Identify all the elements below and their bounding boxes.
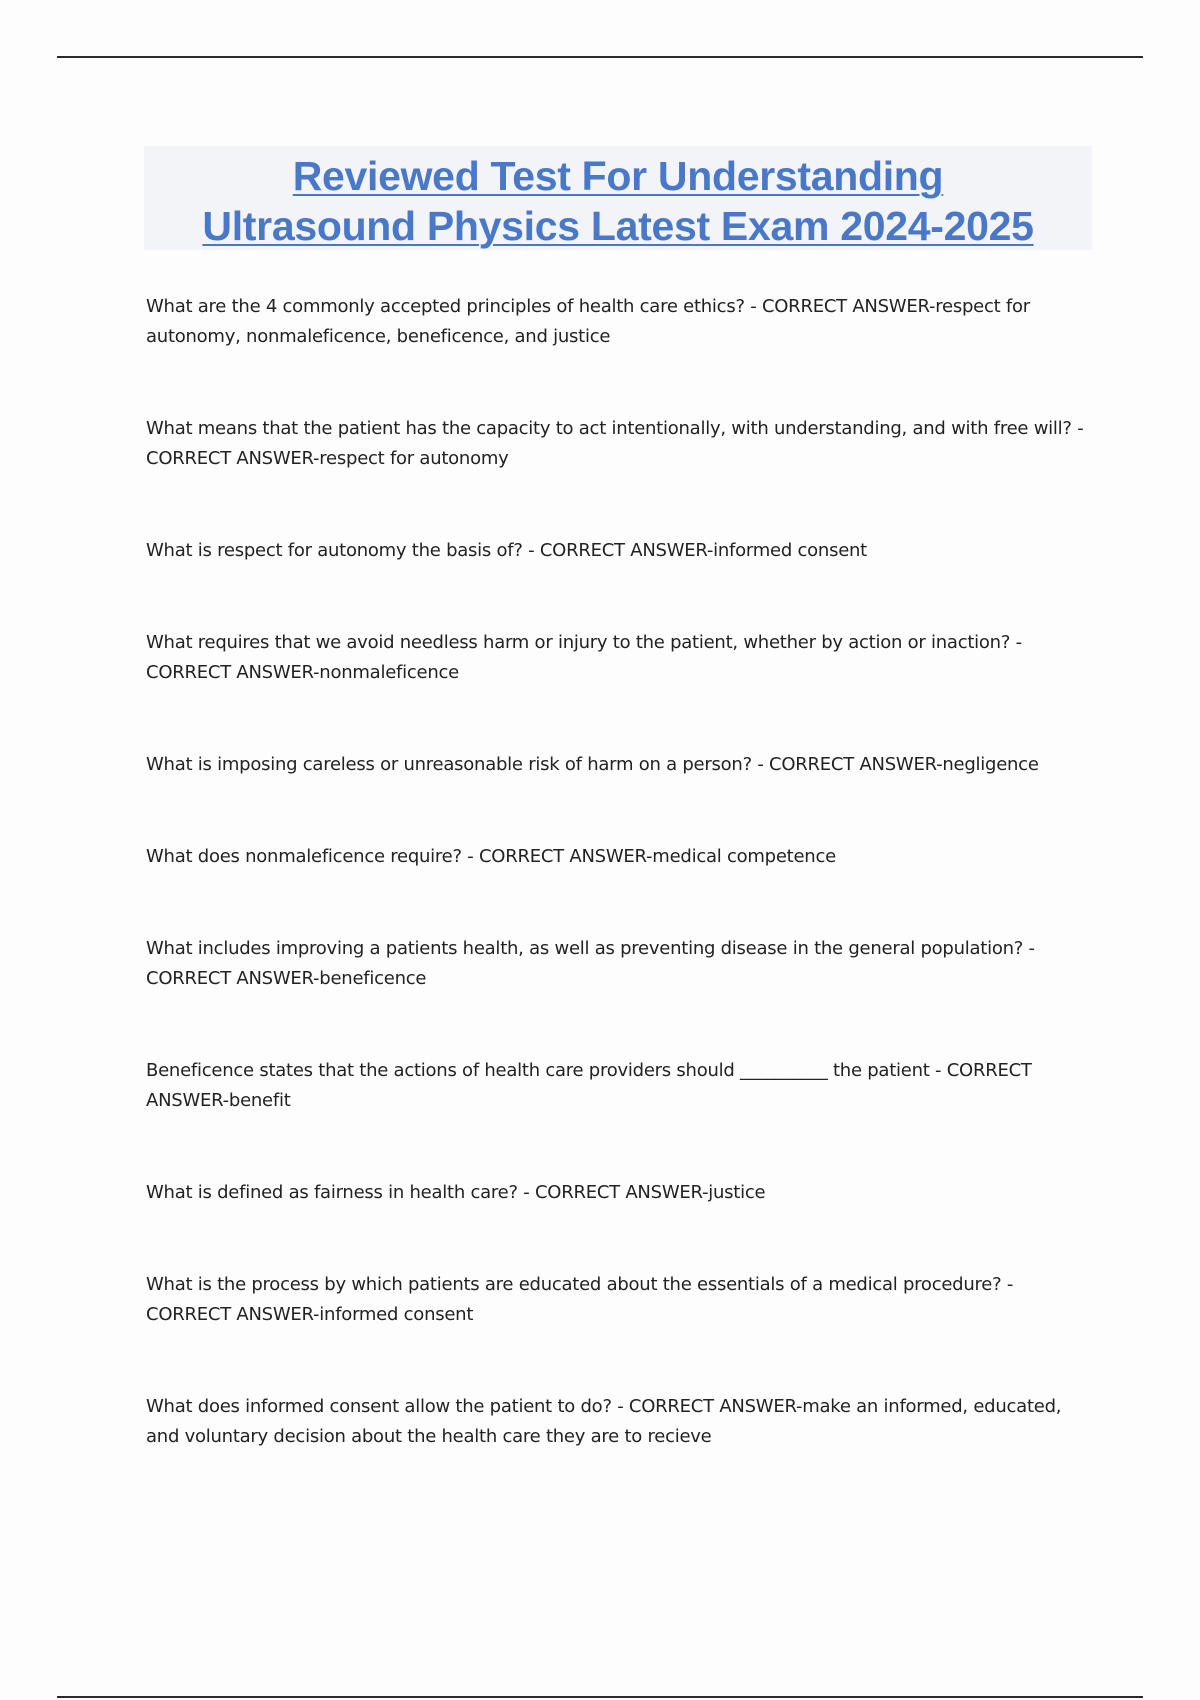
qa-item-7: What includes improving a patients health, as well as preventing disease in the general population? - CORRECT ANSWER-beneficence <box>146 938 1035 989</box>
qa-item-11: What does informed consent allow the patient to do? - CORRECT ANSWER-make an informed, educated, and voluntary decision about the health care they are to recieve <box>146 1396 1062 1447</box>
bottom-rule <box>57 1696 1143 1698</box>
qa-item-5: What is imposing careless or unreasonable risk of harm on a person? - CORRECT ANSWER-negligence <box>146 754 1039 775</box>
qa-item-10: What is the process by which patients are educated about the essentials of a medical procedure? - CORRECT ANSWER-informed consent <box>146 1274 1014 1325</box>
qa-item-6: What does nonmaleficence require? - CORRECT ANSWER-medical competence <box>146 846 836 867</box>
qa-list <box>146 292 1096 1452</box>
qa-item-4: What requires that we avoid needless harm or injury to the patient, whether by action or inaction? - CORRECT ANSWER-nonmaleficence <box>146 632 1022 683</box>
qa-item-2: What means that the patient has the capacity to act intentionally, with understanding, and with free will? - CORRECT ANSWER-respect for autonomy <box>146 418 1084 469</box>
title-line-1: Reviewed Test For Understanding <box>292 153 944 199</box>
qa-item-1: What are the 4 commonly accepted principles of health care ethics? - CORRECT ANSWER-respect for autonomy, nonmaleficence, beneficence, and justice <box>146 296 1030 347</box>
title-line-2: Ultrasound Physics Latest Exam 2024-2025 <box>202 203 1034 249</box>
document-title <box>144 146 1092 250</box>
qa-item-3: What is respect for autonomy the basis of? - CORRECT ANSWER-informed consent <box>146 540 867 561</box>
qa-item-9: What is defined as fairness in health care? - CORRECT ANSWER-justice <box>146 1182 766 1203</box>
top-rule <box>57 56 1143 58</box>
qa-item-8: Beneficence states that the actions of health care providers should __________ the patient - CORRECT ANSWER-benefit <box>146 1060 1032 1111</box>
